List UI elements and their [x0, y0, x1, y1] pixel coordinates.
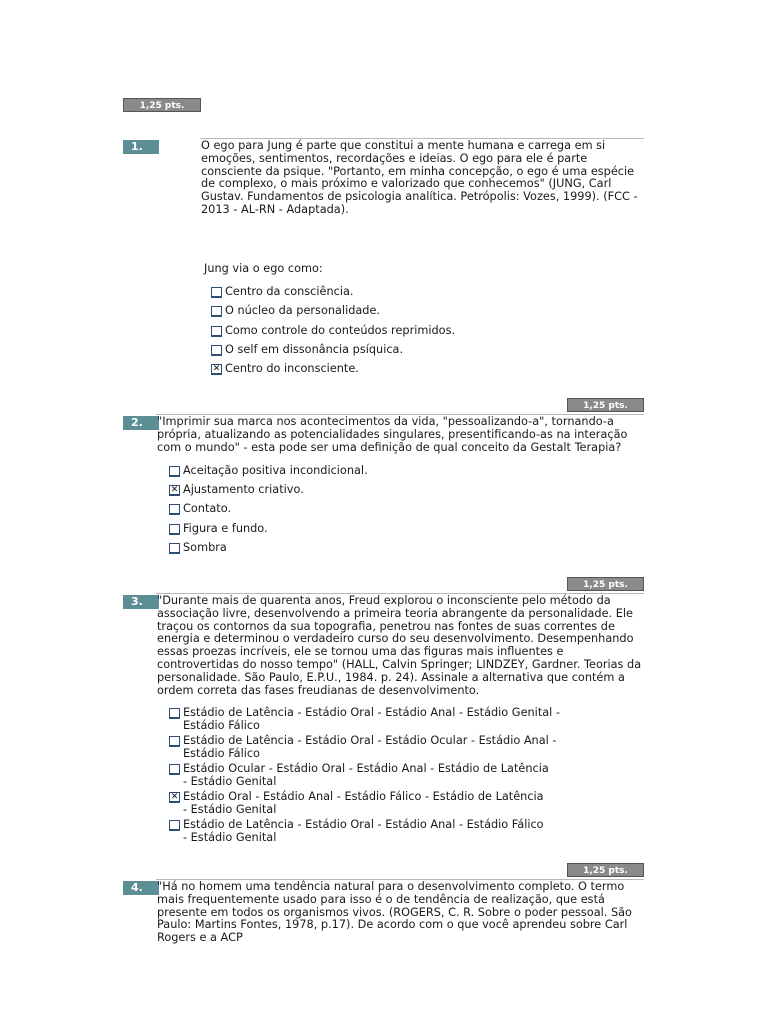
answer-option[interactable]: [169, 484, 304, 497]
question-number: 4.: [123, 881, 159, 895]
checkbox[interactable]: [169, 543, 180, 554]
checkbox-checked[interactable]: [211, 364, 222, 375]
question-text: O ego para Jung é parte que constitui a mente humana e carrega em si emoções, sentimentos, recordações e ideias. O ego para ele é parte consciente da psique. "Portanto, em minha concepção, o ego é uma espécie de complexo, o mais próximo e valorizado que conhecemos" (JUNG, Carl Gustav. Fundamentos de psicologia analítica. Petrópolis: Vozes, 1999). (FCC - 2013 - AL-RN - Adaptada).: [201, 139, 638, 216]
checkbox[interactable]: [211, 287, 222, 298]
checkbox[interactable]: [211, 345, 222, 356]
points-badge: 1,25 pts.: [567, 398, 644, 412]
points-badge: 1,25 pts.: [567, 577, 644, 591]
question-prompt: Jung via o ego como:: [204, 262, 323, 275]
answer-option[interactable]: [169, 735, 556, 761]
question-text: "Durante mais de quarenta anos, Freud explorou o inconsciente pelo método da associação livre, desenvolvendo a primeira teoria abrangente da personalidade. Ele traçou os contornos da sua topografia, penetrou nas fontes de suas correntes de energia e determinou o verdadeiro curso do seu desenvolvimento. Desempenhando essas proezas incríveis, ele se tornou uma das figuras mais influentes e controvertidas do nosso tempo" (HALL, Calvin Springer; LINDZEY, Gardner. Teorias da personalidade. São Paulo, E.P.U., 1984. p. 24). Assinale a alternativa que contém a ordem correta das fases freudianas de desenvolvimento.: [157, 594, 642, 697]
option-label: Estádio de Latência - Estádio Oral - Estádio Ocular - Estádio Anal - Estádio Fálico: [183, 734, 557, 760]
option-label: Estádio de Latência - Estádio Oral - Estádio Anal - Estádio Genital - Estádio Fálico: [183, 706, 560, 732]
option-label: Aceitação positiva incondicional.: [183, 464, 368, 477]
checkbox-checked[interactable]: [169, 485, 180, 496]
answer-option[interactable]: [169, 707, 560, 733]
option-label: Centro do inconsciente.: [225, 362, 359, 375]
answer-option[interactable]: [169, 523, 268, 536]
checkbox-checked[interactable]: [169, 792, 180, 803]
question-number: 3.: [123, 595, 159, 609]
answer-option[interactable]: [169, 763, 549, 789]
answer-option[interactable]: [211, 305, 380, 318]
checkbox[interactable]: [211, 326, 222, 337]
points-badge: 1,25 pts.: [123, 98, 201, 112]
question-text: "Imprimir sua marca nos acontecimentos da vida, "pessoalizando-a", tornando-a própria, atualizando as potencialidades singulares, presentificando-as na interação com o mundo" - esta pode ser uma definição de qual conceito da Gestalt Terapia?: [157, 415, 628, 454]
option-label: Estádio de Latência - Estádio Oral - Estádio Anal - Estádio Fálico - Estádio Genital: [183, 818, 544, 844]
option-label: Figura e fundo.: [183, 522, 268, 535]
checkbox[interactable]: [169, 524, 180, 535]
checkbox[interactable]: [169, 466, 180, 477]
checkbox[interactable]: [169, 820, 180, 831]
answer-option[interactable]: [211, 286, 354, 299]
checkbox[interactable]: [169, 504, 180, 515]
answer-option[interactable]: [211, 344, 403, 357]
question-number: 1.: [123, 140, 159, 154]
question-number: 2.: [123, 416, 159, 430]
checkbox[interactable]: [169, 764, 180, 775]
option-label: Ajustamento criativo.: [183, 483, 304, 496]
answer-option[interactable]: [169, 542, 227, 555]
answer-option[interactable]: [169, 791, 544, 817]
checkbox[interactable]: [169, 736, 180, 747]
option-label: Estádio Ocular - Estádio Oral - Estádio Anal - Estádio de Latência - Estádio Genital: [183, 762, 549, 788]
option-label: O self em dissonância psíquica.: [225, 343, 404, 356]
answer-option[interactable]: [211, 325, 455, 338]
option-label: Centro da consciência.: [225, 285, 354, 298]
checkbox[interactable]: [211, 306, 222, 317]
checkbox[interactable]: [169, 708, 180, 719]
question-text: "Há no homem uma tendência natural para o desenvolvimento completo. O termo mais frequentemente usado para isso é o de tendência de realização, que está presente em todos os organismos vivos. (ROGERS, C. R. Sobre o poder pessoal. São Paulo: Martins Fontes, 1978, p.17). De acordo com o que você aprendeu sobre Carl Rogers e a ACP: [157, 880, 632, 945]
points-badge: 1,25 pts.: [567, 863, 644, 877]
answer-option[interactable]: [169, 819, 544, 845]
option-label: Contato.: [183, 502, 232, 515]
option-label: O núcleo da personalidade.: [225, 304, 381, 317]
answer-option[interactable]: [169, 465, 368, 478]
answer-option[interactable]: [211, 363, 359, 376]
option-label: Como controle do conteúdos reprimidos.: [225, 324, 456, 337]
option-label: Estádio Oral - Estádio Anal - Estádio Fálico - Estádio de Latência - Estádio Genital: [183, 790, 544, 816]
answer-option[interactable]: [169, 503, 231, 516]
option-label: Sombra: [183, 541, 227, 554]
